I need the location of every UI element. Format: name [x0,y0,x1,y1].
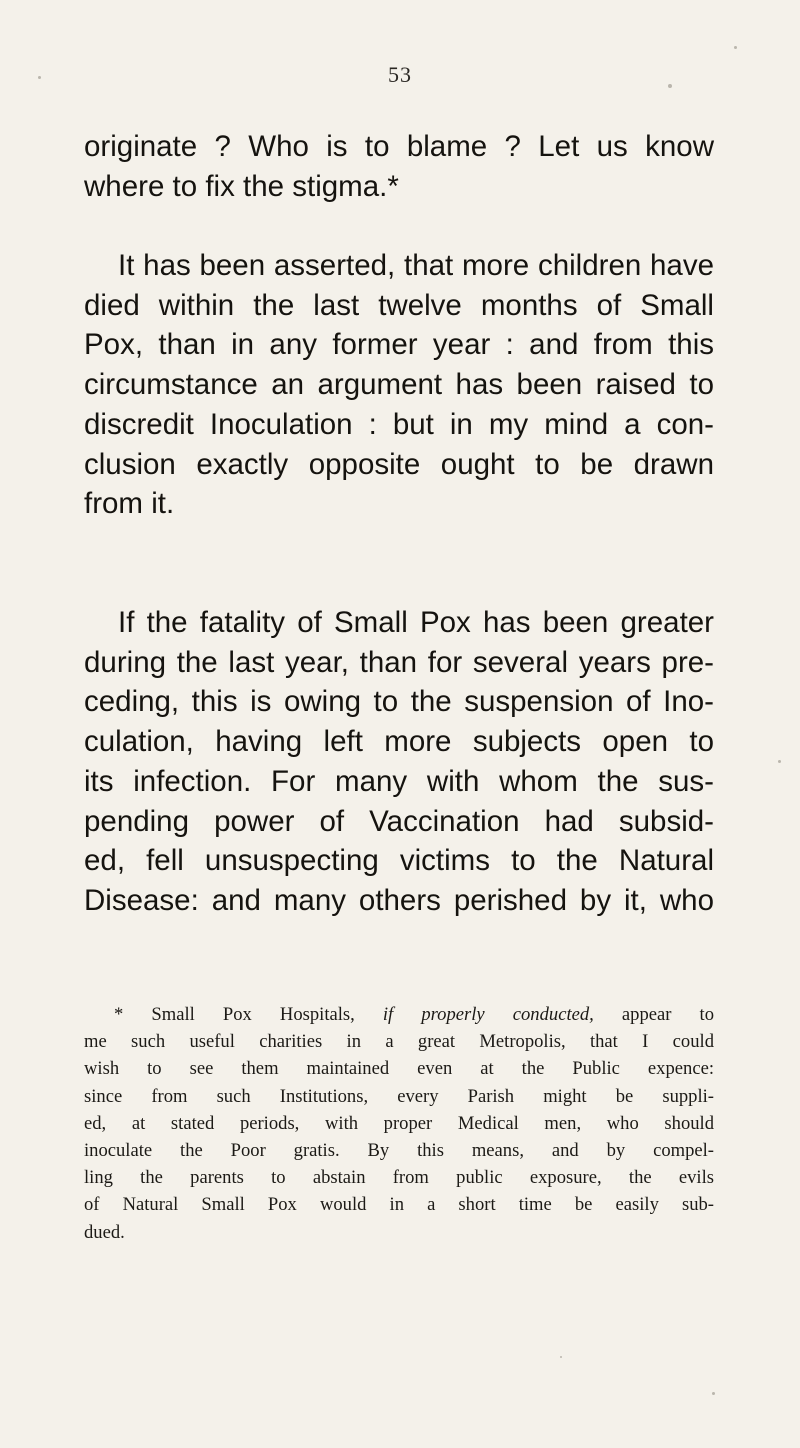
footnote-line [84,1001,714,1028]
paragraph-line: culation, having left more subjects open to [84,725,714,759]
paragraph-line: ed, fell unsuspecting victims to the Natural [84,844,714,878]
footnote-line: inoculate the Poor gratis. By this means, and by compel- [84,1140,714,1162]
paper-speck [38,76,41,79]
paragraph-line: where to fix the stigma.* [84,169,399,203]
paragraph-line: from it. [84,487,175,521]
page-number: 53 [388,62,412,87]
paragraph-line: discredit Inoculation : but in my mind a con- [84,407,714,441]
paragraph-line: clusion exactly opposite ought to be drawn [84,447,714,481]
paragraph-line: It has been asserted, that more children have [118,249,714,282]
paragraph-line: pending power of Vaccination had subsid- [84,804,714,838]
paper-speck [778,760,781,763]
footnote-text: appear to [593,1004,715,1025]
paragraph-line: during the last year, than for several years pre- [84,645,714,679]
paper-speck [560,1356,562,1358]
paragraph-line: ceding, this is owing to the suspension of Ino- [84,685,714,719]
paper-speck [668,84,672,88]
paragraph-2 [84,246,714,524]
footnote-line: wish to see them maintained even at the Public expence: [84,1058,714,1080]
paper-speck [734,46,737,49]
footnote-line: me such useful charities in a great Metropolis, that I could [84,1031,714,1053]
paragraph-line: Disease: and many others perished by it, who [84,883,714,917]
paragraph-line: its infection. For many with whom the sus- [84,764,714,798]
paragraph-line: originate ? Who is to blame ? Let us know [84,130,714,163]
footnote [84,1001,714,1246]
footnote-line: dued. [84,1221,125,1243]
footnote-line: ed, at stated periods, with proper Medical men, who should [84,1112,714,1134]
paper-speck [712,1392,715,1395]
footnote-line: since from such Institutions, every Parish might be suppli- [84,1085,714,1107]
footnote-italic-text: if properly conducted, [382,1004,594,1025]
paragraph-1 [84,127,714,206]
paragraph-line: died within the last twelve months of Small [84,288,714,322]
paragraph-3 [84,603,714,921]
footnote-line: of Natural Small Pox would in a short time be easily sub- [84,1194,714,1216]
paragraph-line: If the fatality of Small Pox has been greater [118,606,714,639]
paragraph-line: circumstance an argument has been raised to [84,368,714,402]
paragraph-line: Pox, than in any former year : and from this [84,328,714,362]
footnote-text: * Small Pox Hospitals, [114,1004,383,1025]
footnote-line: ling the parents to abstain from public exposure, the evils [84,1167,714,1189]
